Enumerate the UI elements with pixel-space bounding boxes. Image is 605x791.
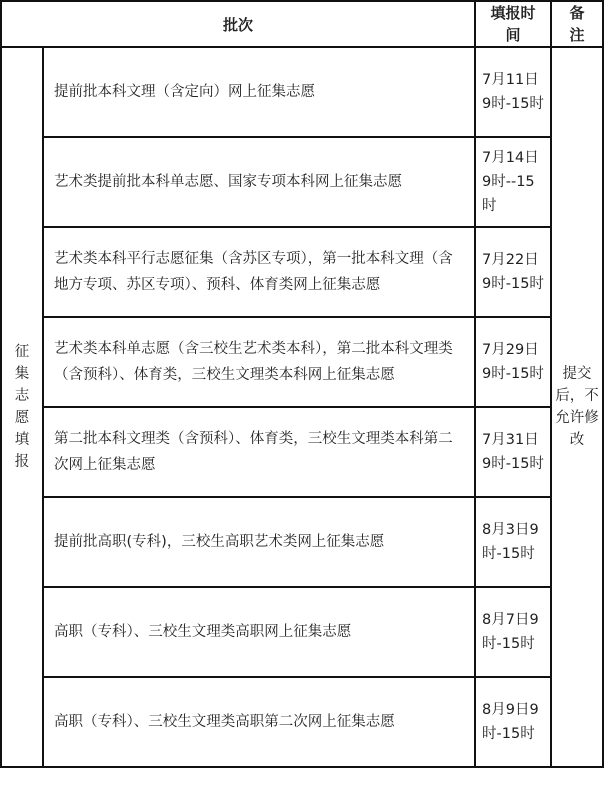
table-row (1, 497, 603, 587)
table-row (1, 137, 603, 227)
table-row (1, 407, 603, 497)
category-label: 征集志愿填报 (14, 344, 30, 470)
table-row (1, 587, 603, 677)
batch-cell: 高职（专科）、三校生文理类高职第二次网上征集志愿 (43, 677, 475, 767)
time-cell: 8月7日9时-15时 (475, 587, 551, 677)
header-note-label: 备注 (569, 4, 585, 44)
batch-cell: 高职（专科）、三校生文理类高职网上征集志愿 (43, 587, 475, 677)
header-time-label: 填报时间 (490, 4, 536, 44)
batch-cell: 提前批高职(专科)，三校生高职艺术类网上征集志愿 (43, 497, 475, 587)
note-label: 提交后，不允许修改 (555, 366, 599, 448)
time-cell: 7月31日9时-15时 (475, 407, 551, 497)
header-batch: 批次 (1, 1, 475, 47)
header-time (475, 1, 551, 47)
batch-cell: 第二批本科文理类（含预科）、体育类，三校生文理类本科第二次网上征集志愿 (43, 407, 475, 497)
header-note (551, 1, 603, 47)
time-cell: 7月11日9时-15时 (475, 47, 551, 137)
batch-cell: 艺术类本科平行志愿征集（含苏区专项），第一批本科文理（含地方专项、苏区专项）、预科、体育类网上征集志愿 (43, 227, 475, 317)
time-cell: 7月22日9时-15时 (475, 227, 551, 317)
batch-cell: 艺术类本科单志愿（含三校生艺术类本科），第二批本科文理类（含预科）、体育类，三校生文理类本科网上征集志愿 (43, 317, 475, 407)
time-cell: 7月14日9时--15时 (475, 137, 551, 227)
time-cell: 7月29日9时-15时 (475, 317, 551, 407)
table-row (1, 317, 603, 407)
note-cell (551, 47, 603, 767)
table-row (1, 677, 603, 767)
time-cell: 8月3日9时-15时 (475, 497, 551, 587)
batch-cell: 艺术类提前批本科单志愿、国家专项本科网上征集志愿 (43, 137, 475, 227)
table-row (1, 227, 603, 317)
table-header-row (1, 1, 603, 47)
batch-cell: 提前批本科文理（含定向）网上征集志愿 (43, 47, 475, 137)
time-cell: 8月9日9时-15时 (475, 677, 551, 767)
category-cell (1, 47, 43, 767)
table-row (1, 47, 603, 137)
